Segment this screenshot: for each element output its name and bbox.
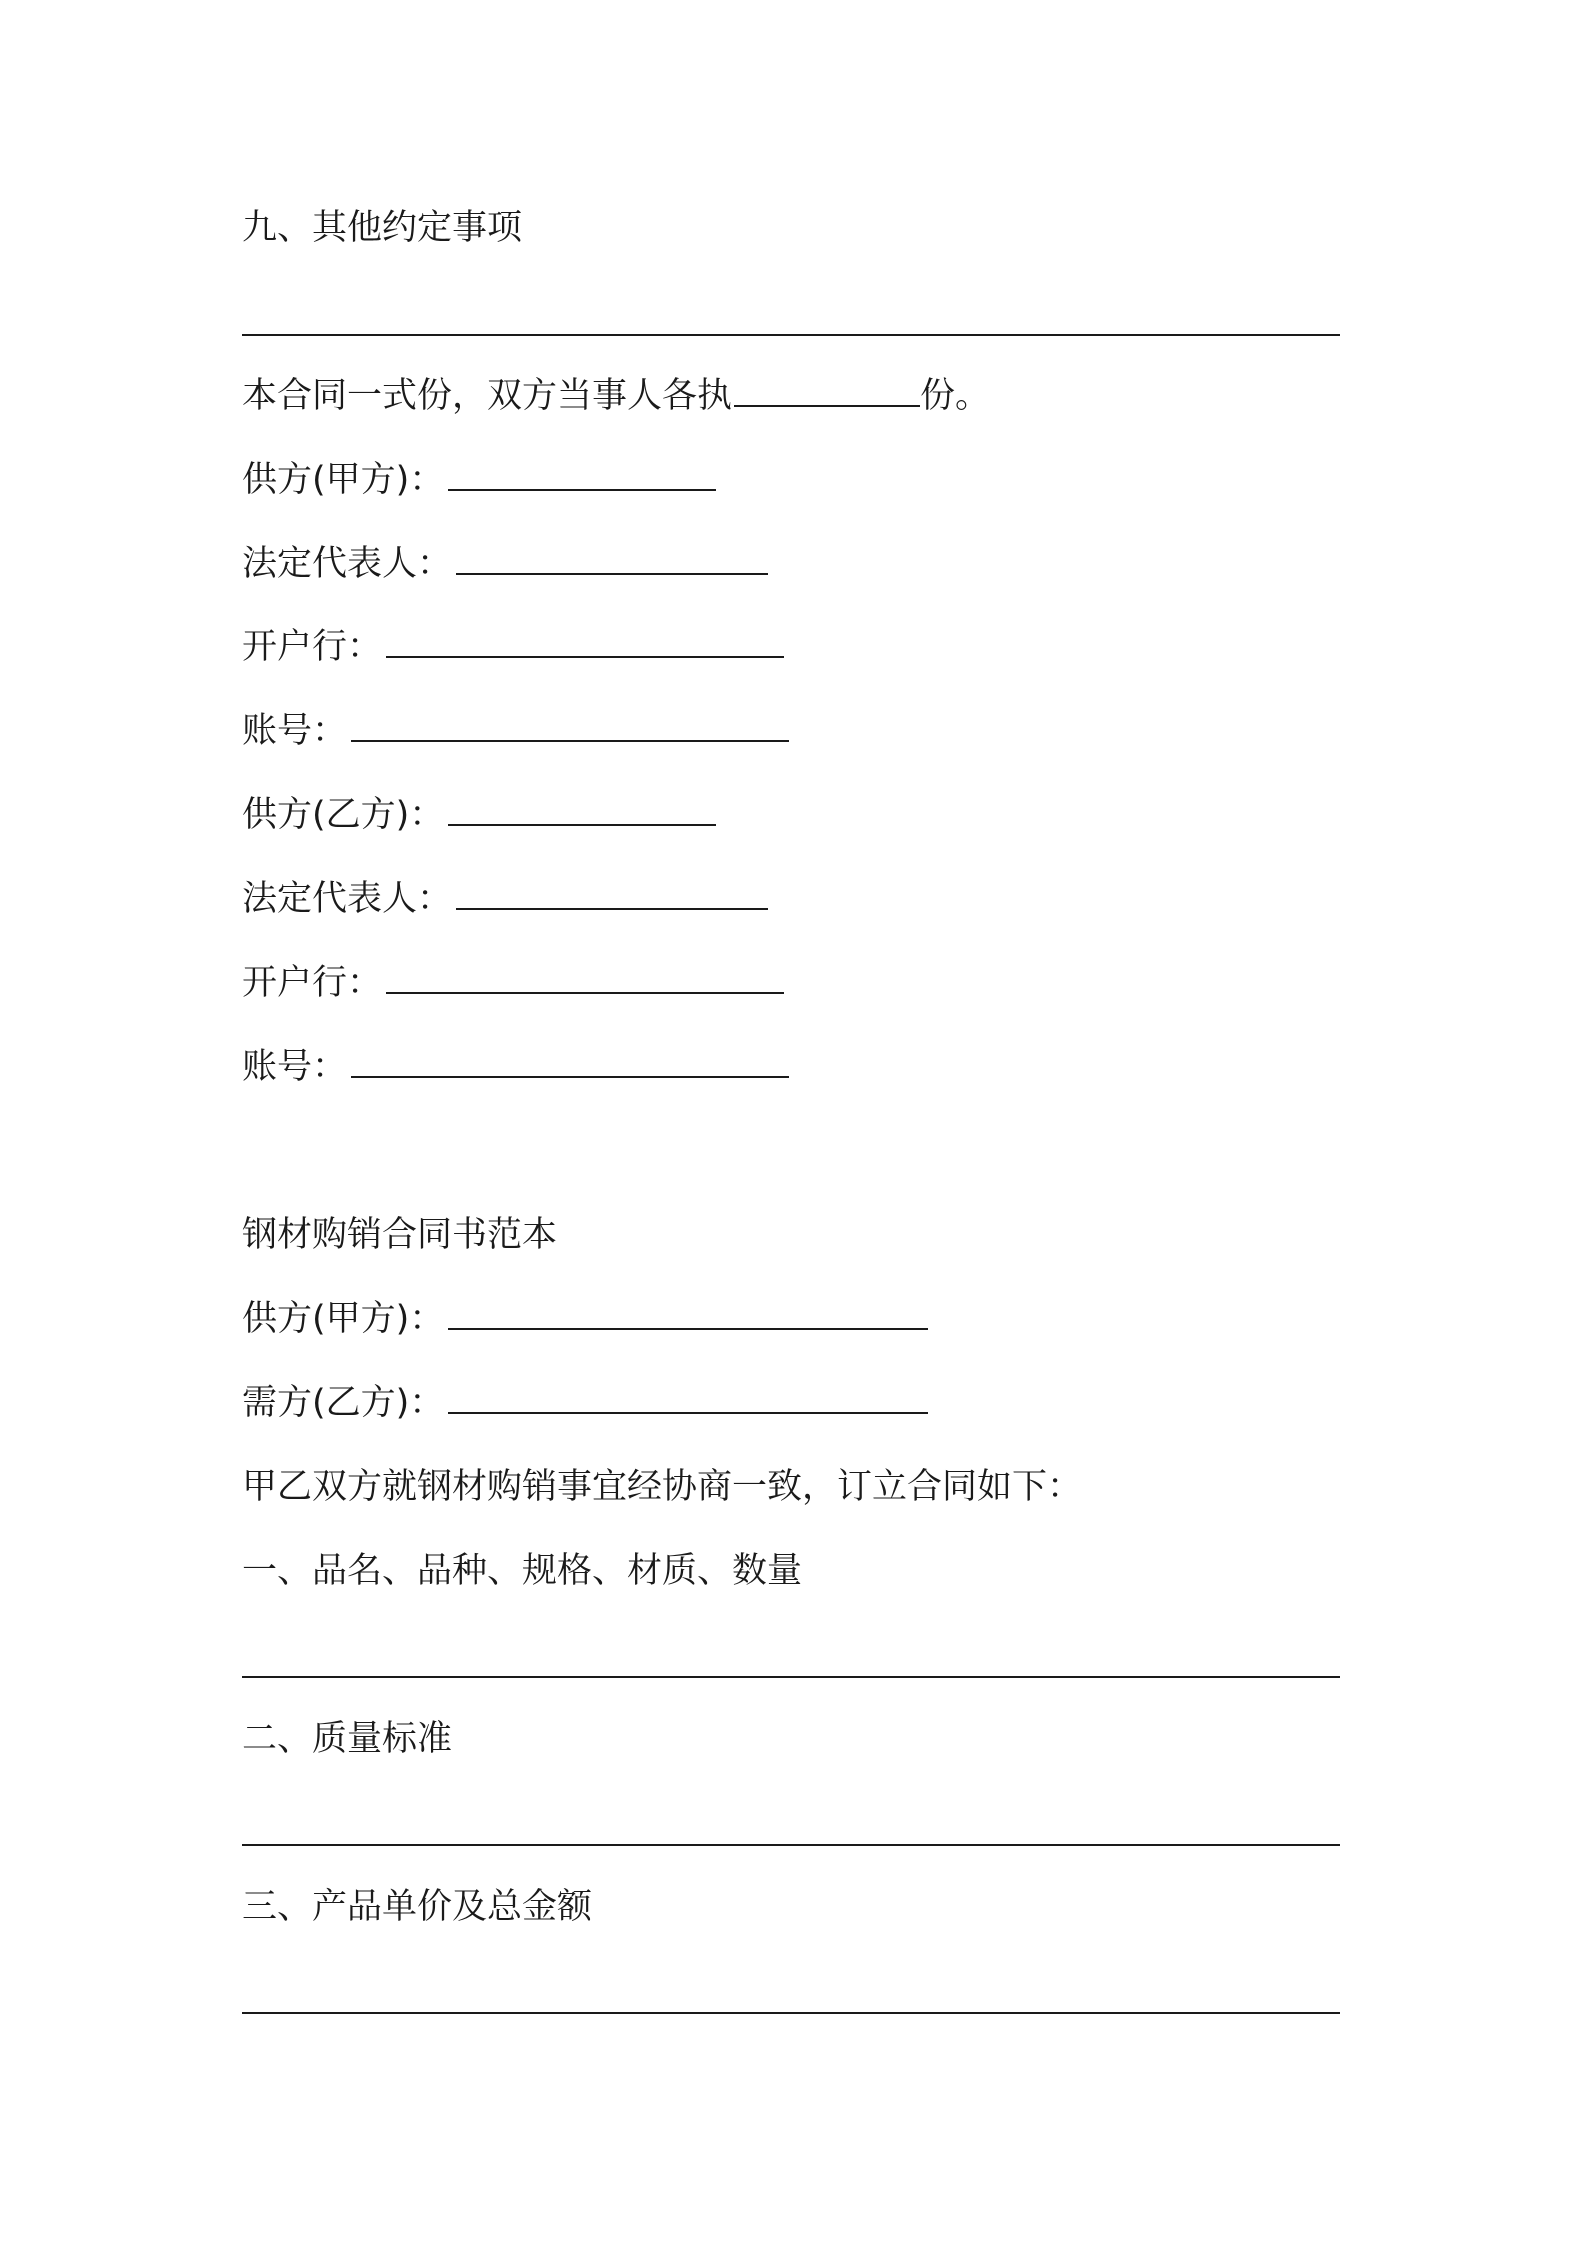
section-nine-fill-line bbox=[242, 334, 1340, 336]
party-a-bank-label: 开户行： bbox=[242, 627, 383, 667]
second-contract-title-text: 钢材购销合同书范本 bbox=[242, 1215, 558, 1255]
party-b-bank-blank[interactable] bbox=[386, 962, 784, 994]
party-b-account-label: 账号： bbox=[242, 1047, 348, 1087]
party-b-bank-label: 开户行： bbox=[242, 963, 383, 1003]
clause-two-text: 二、质量标准 bbox=[242, 1719, 453, 1759]
party-b-supplier-line bbox=[242, 793, 716, 837]
clause-three-heading bbox=[242, 1885, 592, 1929]
party-a-bank-blank[interactable] bbox=[386, 626, 784, 658]
second-buyer-label: 需方(乙方)： bbox=[242, 1383, 445, 1423]
party-b-bank-line bbox=[242, 961, 784, 1005]
copies-suffix: 份。 bbox=[920, 376, 991, 416]
second-buyer-line bbox=[242, 1381, 928, 1425]
party-a-account-label: 账号： bbox=[242, 711, 348, 751]
party-b-rep-blank[interactable] bbox=[456, 878, 768, 910]
party-a-bank-line bbox=[242, 625, 784, 669]
clause-two-fill-line bbox=[242, 1844, 1340, 1846]
intro-text: 甲乙双方就钢材购销事宜经协商一致，订立合同如下： bbox=[242, 1467, 1083, 1507]
copies-prefix: 本合同一式份，双方当事人各执 bbox=[242, 376, 733, 416]
second-supplier-label: 供方(甲方)： bbox=[242, 1299, 445, 1339]
party-a-supplier-blank[interactable] bbox=[448, 459, 716, 491]
second-supplier-line bbox=[242, 1297, 928, 1341]
intro-line bbox=[242, 1465, 1082, 1509]
party-b-supplier-blank[interactable] bbox=[448, 794, 716, 826]
party-b-rep-line bbox=[242, 877, 768, 921]
party-a-rep-line bbox=[242, 542, 768, 586]
section-nine-heading bbox=[242, 206, 522, 250]
party-b-account-blank[interactable] bbox=[351, 1046, 789, 1078]
copies-count-blank[interactable] bbox=[734, 375, 920, 407]
second-contract-title bbox=[242, 1213, 557, 1257]
clause-two-heading bbox=[242, 1717, 452, 1761]
clause-three-fill-line bbox=[242, 2012, 1340, 2014]
clause-one-fill-line bbox=[242, 1676, 1340, 1678]
clause-one-heading bbox=[242, 1549, 802, 1593]
clause-one-text: 一、品名、品种、规格、材质、数量 bbox=[242, 1551, 803, 1591]
party-a-account-line bbox=[242, 709, 789, 753]
party-a-rep-label: 法定代表人： bbox=[242, 544, 453, 584]
copies-line bbox=[242, 374, 990, 418]
party-a-account-blank[interactable] bbox=[351, 710, 789, 742]
second-buyer-blank[interactable] bbox=[448, 1382, 928, 1414]
party-b-supplier-label: 供方(乙方)： bbox=[242, 795, 445, 835]
party-a-supplier-line bbox=[242, 458, 716, 502]
second-supplier-blank[interactable] bbox=[448, 1298, 928, 1330]
party-a-rep-blank[interactable] bbox=[456, 543, 768, 575]
party-a-supplier-label: 供方(甲方)： bbox=[242, 460, 445, 500]
clause-three-text: 三、产品单价及总金额 bbox=[242, 1887, 593, 1927]
party-b-rep-label: 法定代表人： bbox=[242, 879, 453, 919]
section-nine-heading-text: 九、其他约定事项 bbox=[242, 208, 523, 248]
party-b-account-line bbox=[242, 1045, 789, 1089]
